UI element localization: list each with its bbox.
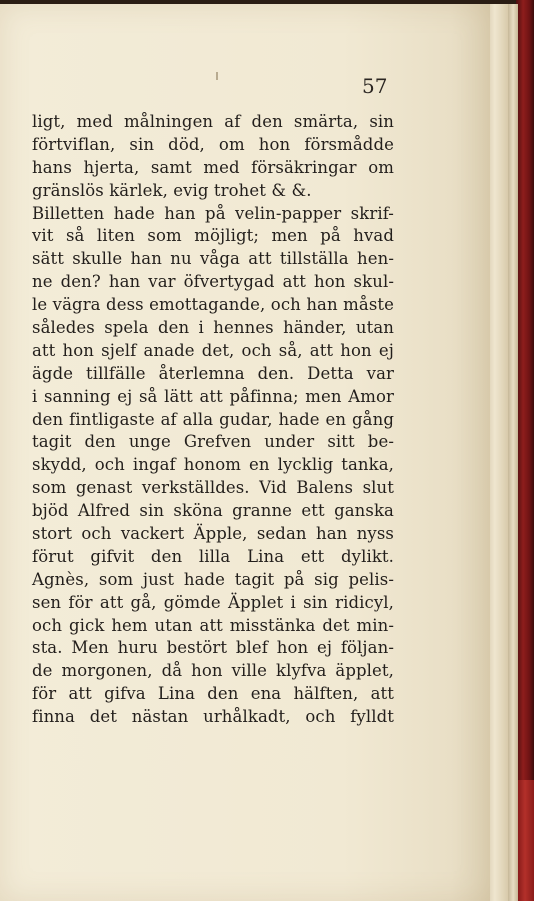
text-line: gränslös kärlek, evig trohet & &. [32, 180, 312, 200]
text-line: den fintligaste af alla gudar, hade en gång [32, 409, 394, 429]
book-spine-lower [516, 780, 534, 901]
page-text [32, 111, 394, 729]
text-line: i sanning ej så lätt att påfinna; men Amor [32, 386, 394, 406]
text-line: således spela den i hennes händer, utan [32, 318, 394, 338]
text-line: sta. Men huru bestört blef hon ej följan- [32, 638, 394, 658]
text-line: Billetten hade han på velin-papper skrif- [32, 203, 394, 223]
text-line: Agnès, som just hade tagit på sig pelis- [32, 569, 394, 589]
text-line: skydd, och ingaf honom en lycklig tanka, [32, 455, 394, 475]
text-line: sätt skulle han nu våga att tillställa hen- [32, 249, 394, 269]
text-line: som genast verkställdes. Vid Balens slut [32, 478, 394, 498]
text-line: och gick hem utan att misstänka det min- [32, 615, 394, 635]
text-line: de morgonen, då hon ville klyfva äpplet, [32, 661, 394, 681]
text-line: hans hjerta, samt med försäkringar om [32, 157, 394, 177]
text-line: förtviflan, sin död, om hon försmådde [32, 134, 394, 154]
book-spine [516, 0, 534, 901]
text-line: ägde tillfälle återlemna den. Detta var [32, 363, 394, 383]
text-line: finna det nästan urhålkadt, och fylldt [32, 707, 394, 727]
page-number: 57 [362, 74, 388, 98]
page-mark [216, 72, 218, 80]
text-line: ne den? han var öfvertygad att hon skul- [32, 272, 394, 292]
text-line: ligt, med målningen af den smärta, sin [32, 112, 394, 131]
text-line: för att gifva Lina den ena hälften, att [32, 684, 394, 704]
text-line: tagit den unge Grefven under sitt be- [32, 432, 394, 452]
text-line: vit så liten som möjligt; men på hvad [32, 226, 394, 246]
text-line: stort och vackert Äpple, sedan han nyss [32, 524, 394, 544]
text-line: sen för att gå, gömde Äpplet i sin ridicyl, [32, 592, 394, 612]
text-line: bjöd Alfred sin sköna granne ett ganska [32, 501, 394, 521]
text-line: le vägra dess emottagande, och han måste [32, 295, 394, 315]
text-line: att hon sjelf anade det, och så, att hon ej [32, 340, 394, 360]
text-line: förut gifvit den lilla Lina ett dylikt. [32, 546, 394, 566]
